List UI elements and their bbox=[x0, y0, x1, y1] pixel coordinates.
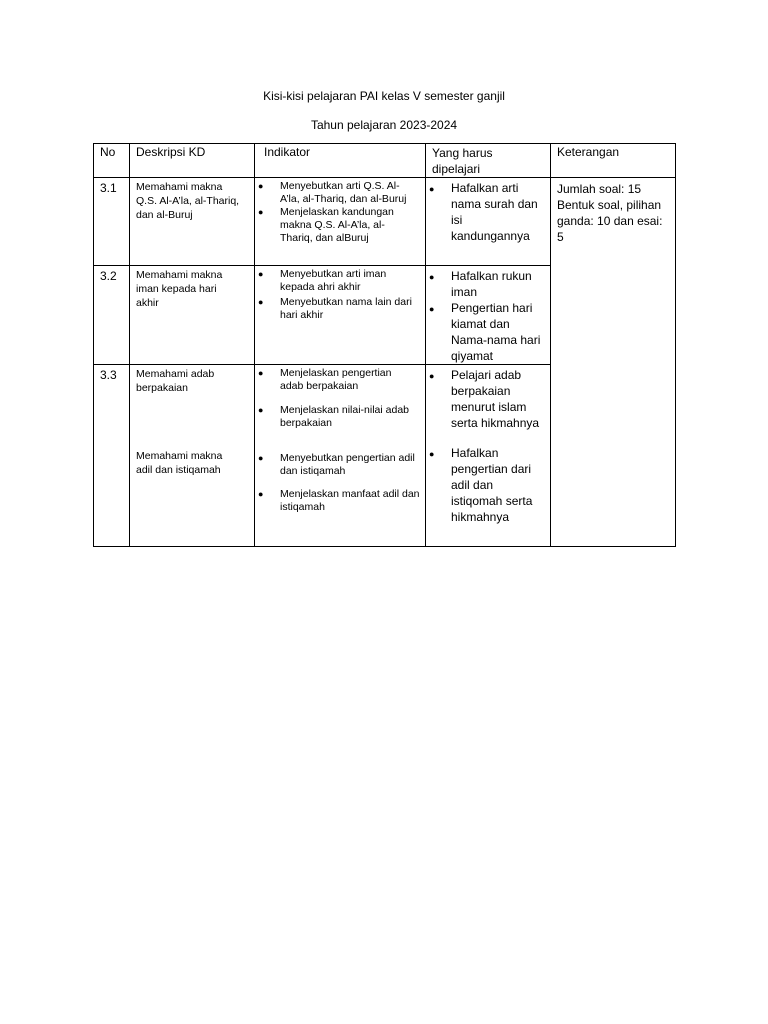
bullet-icon: ● bbox=[258, 453, 264, 463]
bullet-icon: ● bbox=[258, 489, 264, 499]
bullet-icon: ● bbox=[429, 449, 435, 459]
list-item: ● Pengertian hari kiamat dan Nama-nama hari qiyamat bbox=[429, 301, 541, 363]
header-keterangan: Keterangan bbox=[551, 144, 676, 178]
deskripsi-kd-cell: Memahami makna Q.S. Al-A’la, al-Thariq, dan al-Buruj bbox=[130, 178, 255, 266]
bullet-icon: ● bbox=[258, 207, 264, 217]
list-item: ● Pelajari adab berpakaian menurut islam serta hikmahnya bbox=[429, 368, 540, 430]
list-item: ● Menjelaskan pengertian adab berpakaian bbox=[258, 367, 392, 392]
header-yang-harus-dipelajari: Yang harus dipelajari bbox=[426, 144, 551, 178]
bullet-icon: ● bbox=[258, 368, 264, 378]
indikator-cell bbox=[255, 266, 426, 365]
keterangan-cell bbox=[551, 178, 676, 547]
bullet-icon: ● bbox=[258, 297, 264, 307]
page-subtitle: Tahun pelajaran 2023-2024 bbox=[310, 118, 458, 132]
kisi-kisi-table bbox=[93, 143, 676, 547]
row-number: 3.2 bbox=[94, 266, 130, 365]
bullet-icon: ● bbox=[429, 304, 435, 314]
table-header-row bbox=[94, 144, 676, 178]
row-number: 3.1 bbox=[94, 178, 130, 266]
table-row bbox=[94, 178, 676, 266]
keterangan-bentuk-soal: Bentuk soal, pilihan ganda: 10 dan esai: 5 bbox=[557, 198, 663, 244]
deskripsi-kd-cell: Memahami adab berpakaian Memahami makna adil dan istiqamah bbox=[130, 365, 255, 547]
list-item: ● Hafalkan arti nama surah dan isi kandungannya bbox=[429, 181, 538, 243]
list-item: ● Menyebutkan nama lain dari hari akhir bbox=[258, 296, 412, 321]
bullet-icon: ● bbox=[258, 269, 264, 279]
page-title: Kisi-kisi pelajaran PAI kelas V semester ganjil bbox=[263, 89, 505, 103]
list-item: ● Hafalkan rukun iman bbox=[429, 269, 532, 299]
bullet-icon: ● bbox=[429, 184, 435, 194]
list-item: ● Menjelaskan nilai-nilai adab berpakaian bbox=[258, 404, 409, 429]
yang-harus-cell bbox=[426, 266, 551, 365]
deskripsi-kd-cell: Memahami makna iman kepada hari akhir bbox=[130, 266, 255, 365]
keterangan-jumlah-soal: Jumlah soal: 15 bbox=[557, 182, 642, 196]
bullet-icon: ● bbox=[258, 405, 264, 415]
indikator-cell bbox=[255, 178, 426, 266]
list-item: ● Hafalkan pengertian dari adil dan istiqomah serta hikmahnya bbox=[429, 446, 533, 524]
header-deskripsi-kd: Deskripsi KD bbox=[130, 144, 255, 178]
header-no: No bbox=[94, 144, 130, 178]
list-item: ● Menjelaskan manfaat adil dan istiqamah bbox=[258, 488, 420, 513]
header-indikator: Indikator bbox=[255, 144, 426, 178]
list-item: ● Menyebutkan arti Q.S. Al-A’la, al-Thariq, dan al-Buruj bbox=[258, 180, 407, 205]
bullet-icon: ● bbox=[429, 272, 435, 282]
list-item: ● Menyebutkan arti iman kepada ahri akhir bbox=[258, 268, 387, 293]
list-item: ● Menjelaskan kandungan makna Q.S. Al-A’la, al-Thariq, dan alBuruj bbox=[258, 206, 394, 244]
yang-harus-cell bbox=[426, 365, 551, 547]
bullet-icon: ● bbox=[429, 371, 435, 381]
bullet-icon: ● bbox=[258, 181, 264, 191]
row-number: 3.3 bbox=[94, 365, 130, 547]
list-item: ● Menyebutkan pengertian adil dan istiqamah bbox=[258, 452, 415, 477]
indikator-cell bbox=[255, 365, 426, 547]
yang-harus-cell bbox=[426, 178, 551, 266]
